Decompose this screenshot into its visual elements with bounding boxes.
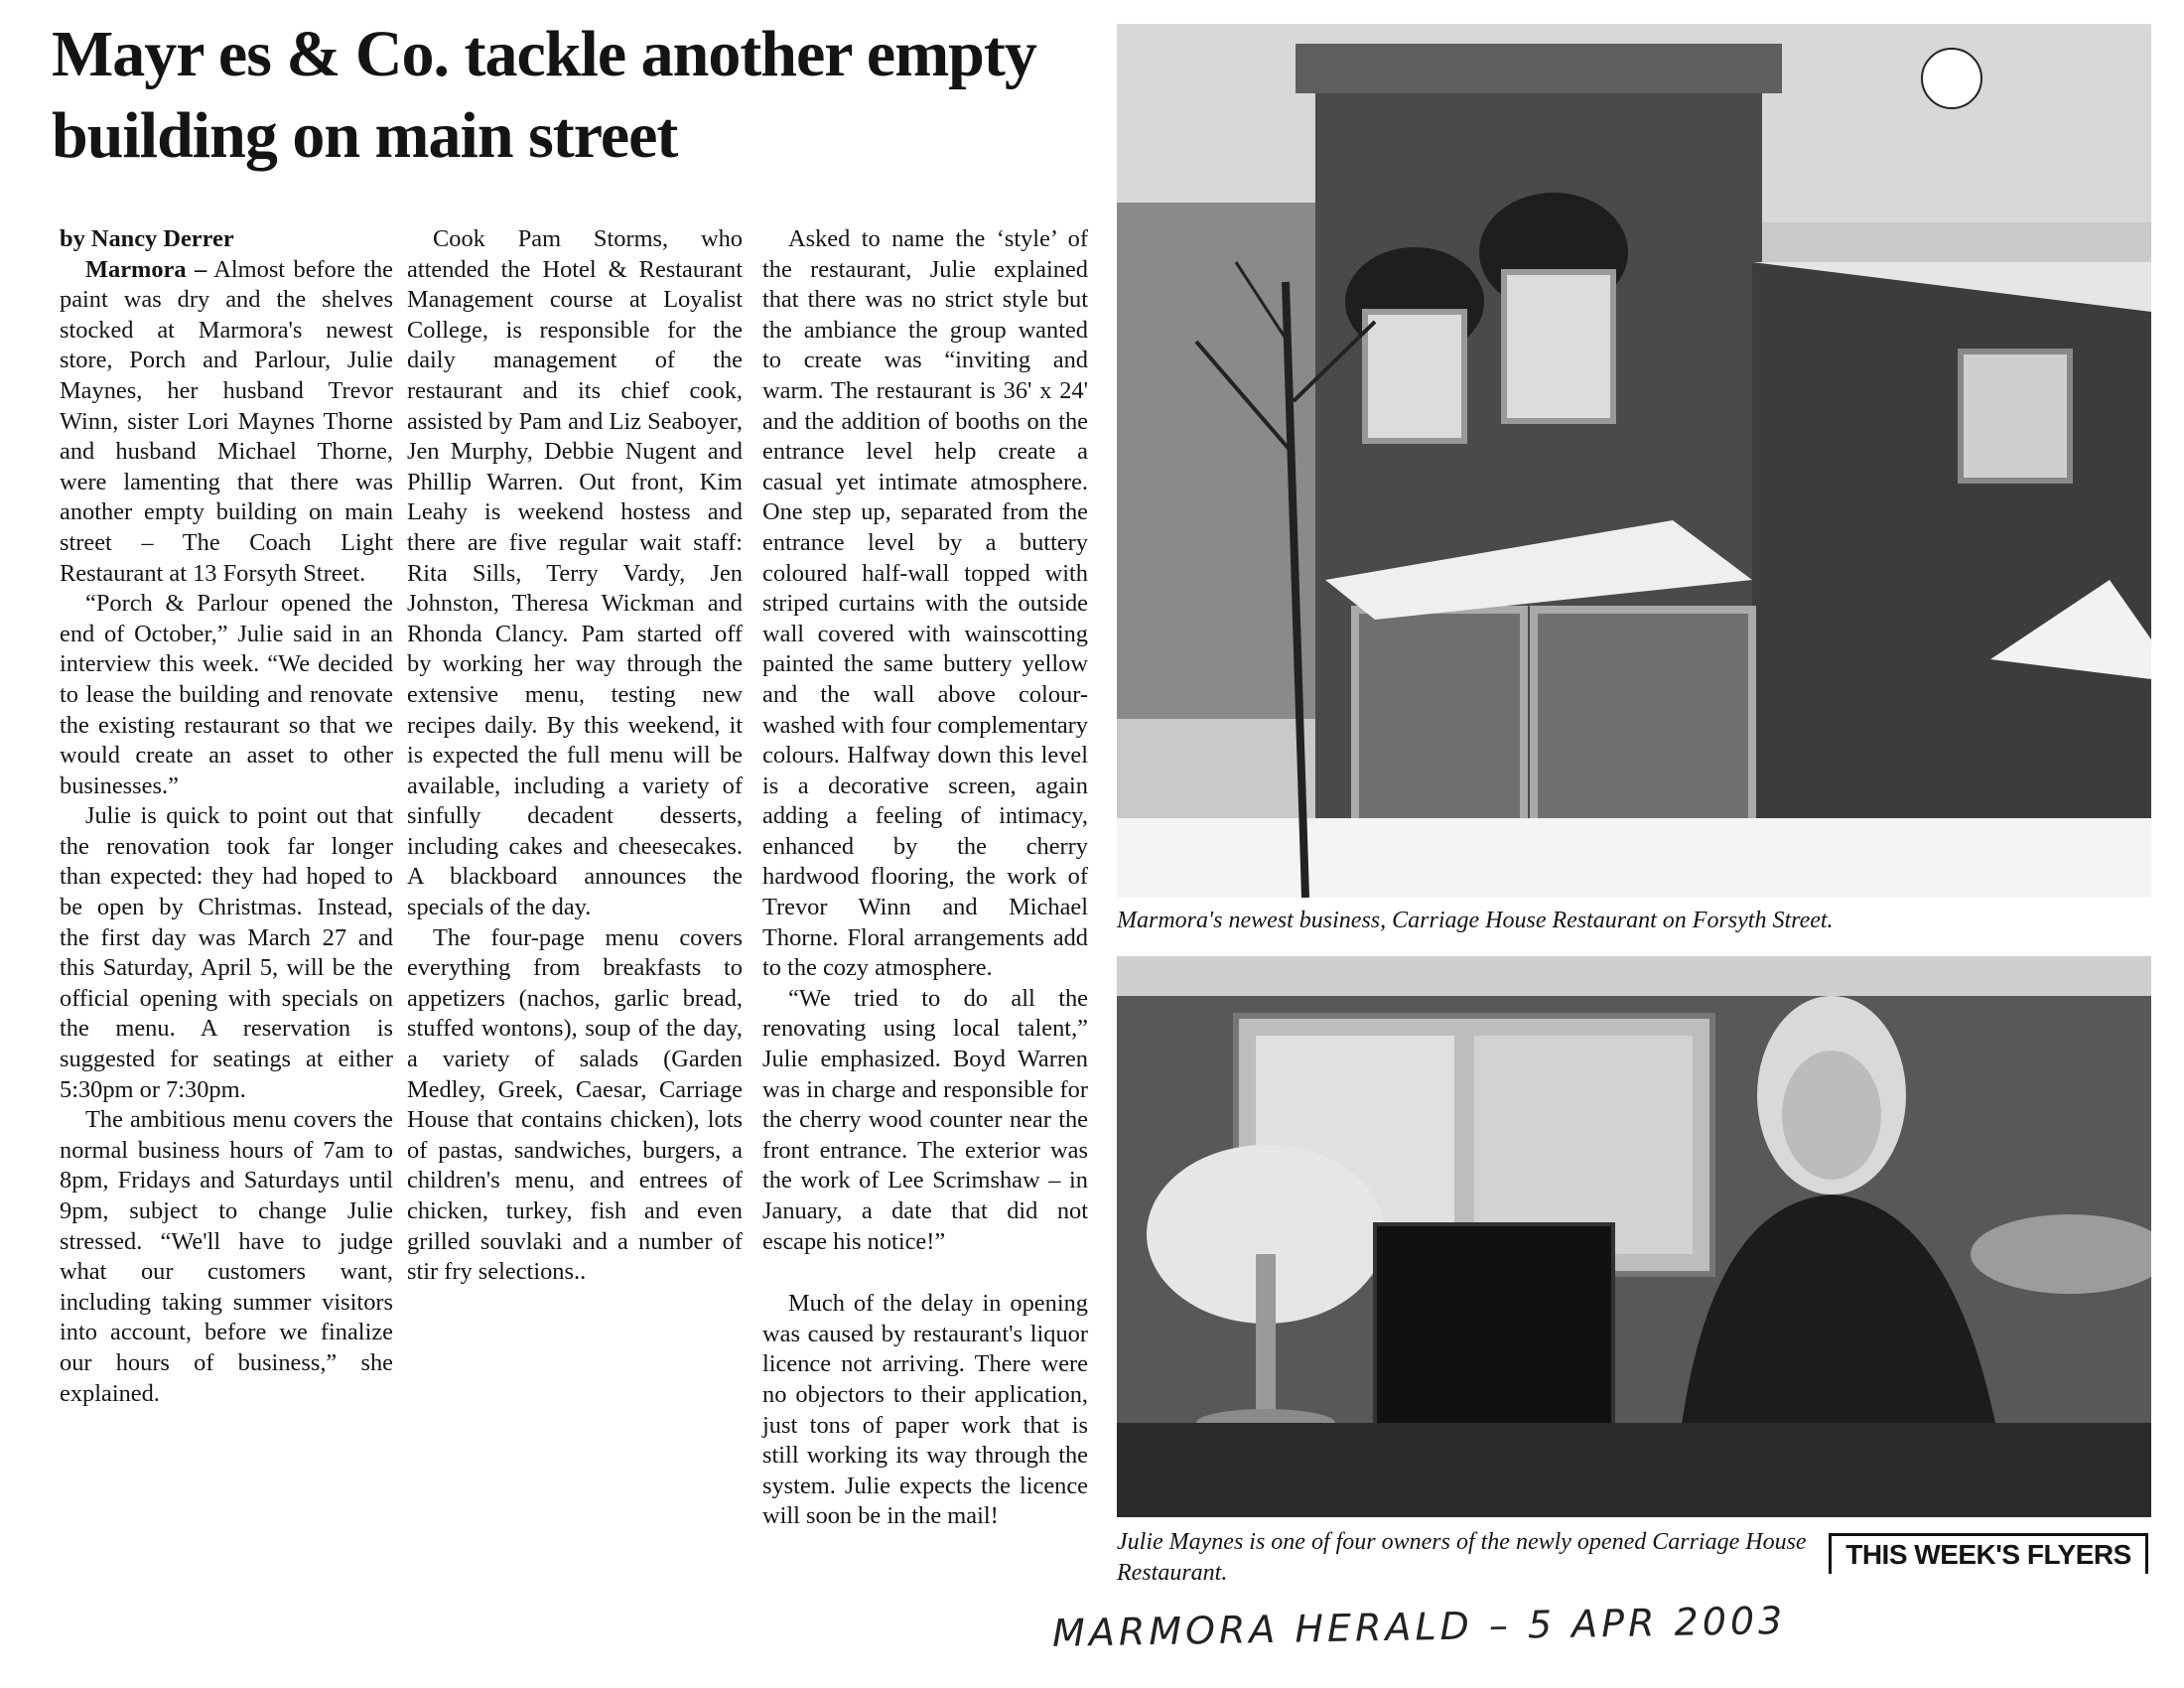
article-paragraph: “We tried to do all the renovating using local talent,” Julie emphasized. Boyd Warren was in charge and responsible for the cherry wood counter near the front entrance. The exterior was the work of Lee Scrimshaw – in January, a date that did not escape his notice!” <box>762 984 1088 1255</box>
article-column-1 <box>60 224 393 1409</box>
article-paragraph: “Porch & Parlour opened the end of October,” Julie said in an interview this week. “We decided to lease the building and renovate the existing restaurant so that we would create an asset to other businesses.” <box>60 590 393 799</box>
article-column-3 <box>762 224 1088 1532</box>
article-paragraph: The four-page menu covers everything from breakfasts to appetizers (nachos, garlic bread, stuffed wontons), soup of the day, a variety of salads (Garden Medley, Greek, Caesar, Carriage House that contains chicken), lots of pastas, sandwiches, burgers, a children's menu, and entrees of chicken, turkey, fish and even grilled souvlaki and a number of stir fry selections.. <box>407 923 743 1286</box>
restaurant-exterior-photo <box>1117 24 2151 898</box>
article-paragraph: Julie is quick to point out that the renovation took far longer than expected: they had hoped to be open by Christmas. Instead, the first day was March 27 and this Saturday, April 5, will be the official opening with specials on the menu. A reservation is suggested for seatings at either 5:30pm or 7:30pm. <box>60 802 393 1103</box>
flyers-label: THIS WEEK'S FLYERS <box>1829 1533 2148 1574</box>
article-paragraph: The ambitious menu covers the normal business hours of 7am to 8pm, Fridays and Saturdays until 9pm, subject to change Julie stressed. “We'll have to judge what our customers want, including taking summer visitors into account, before we finalize our hours of business,” she explained. <box>60 1106 393 1407</box>
article-paragraph: Asked to name the ‘style’ of the restaurant, Julie explained that there was no strict style but the ambiance the group wanted to create was “inviting and warm. The restaurant is 36' x 24' and the addition of booths on the entrance level help create a casual yet intimate atmosphere. One step up, separated from the entrance level by a buttery coloured half-wall topped with striped curtains with the outside wall covered with wainscotting painted the same buttery yellow and the wall above colour-washed with four complementary colours. Halfway down this level is a decorative screen, again adding a feeling of intimacy, enhanced by the cherry hardwood flooring, the work of Trevor Winn and Michael Thorne. Floral arrangements add to the cozy atmosphere. <box>762 225 1088 982</box>
article-paragraph: Marmora – Almost before the paint was dry and the shelves stocked at Marmora's newest store, Porch and Parlour, Julie Maynes, her husband Trevor Winn, sister Lori Maynes Thorne and husband Michael Thorne, were lamenting that there was another empty building on main street – The Coach Light Restaurant at 13 Forsyth Street. <box>60 255 393 587</box>
headline: Mayr es & Co. tackle another empty building on main street <box>52 18 1036 172</box>
article-paragraph: Much of the delay in opening was caused by restaurant's liquor licence not arriving. There were no objectors to their application, just tons of paper work that is still working its way through the system. Julie expects the licence will soon be in the mail! <box>762 1290 1088 1530</box>
byline: by Nancy Derrer <box>60 225 234 252</box>
photo-caption: Marmora's newest business, Carriage House Restaurant on Forsyth Street. <box>1117 908 1834 933</box>
handwritten-note: MARMORA HERALD – 5 APR 2003 <box>1051 1598 1787 1655</box>
julie-maynes-photo <box>1117 956 2151 1517</box>
punch-hole <box>1921 48 1982 109</box>
dateline: Marmora – <box>85 255 207 283</box>
article-column-2 <box>407 224 743 1288</box>
photo-caption: Julie Maynes is one of four owners of the newly opened Carriage House Restaurant. <box>1117 1529 1807 1586</box>
article-paragraph: Cook Pam Storms, who attended the Hotel & Restaurant Management course at Loyalist College, is responsible for the daily management of the restaurant and its chief cook, assisted by Pam and Liz Seaboyer, Jen Murphy, Debbie Nugent and Phillip Warren. Out front, Kim Leahy is weekend hostess and there are five regular wait staff: Rita Sills, Terry Vardy, Jen Johnston, Theresa Wickman and Rhonda Clancy. Pam started off by working her way through the extensive menu, testing new recipes daily. By this weekend, it is expected the full menu will be available, including a variety of sinfully decadent desserts, including cakes and cheesecakes. A blackboard announces the specials of the day. <box>407 225 743 921</box>
